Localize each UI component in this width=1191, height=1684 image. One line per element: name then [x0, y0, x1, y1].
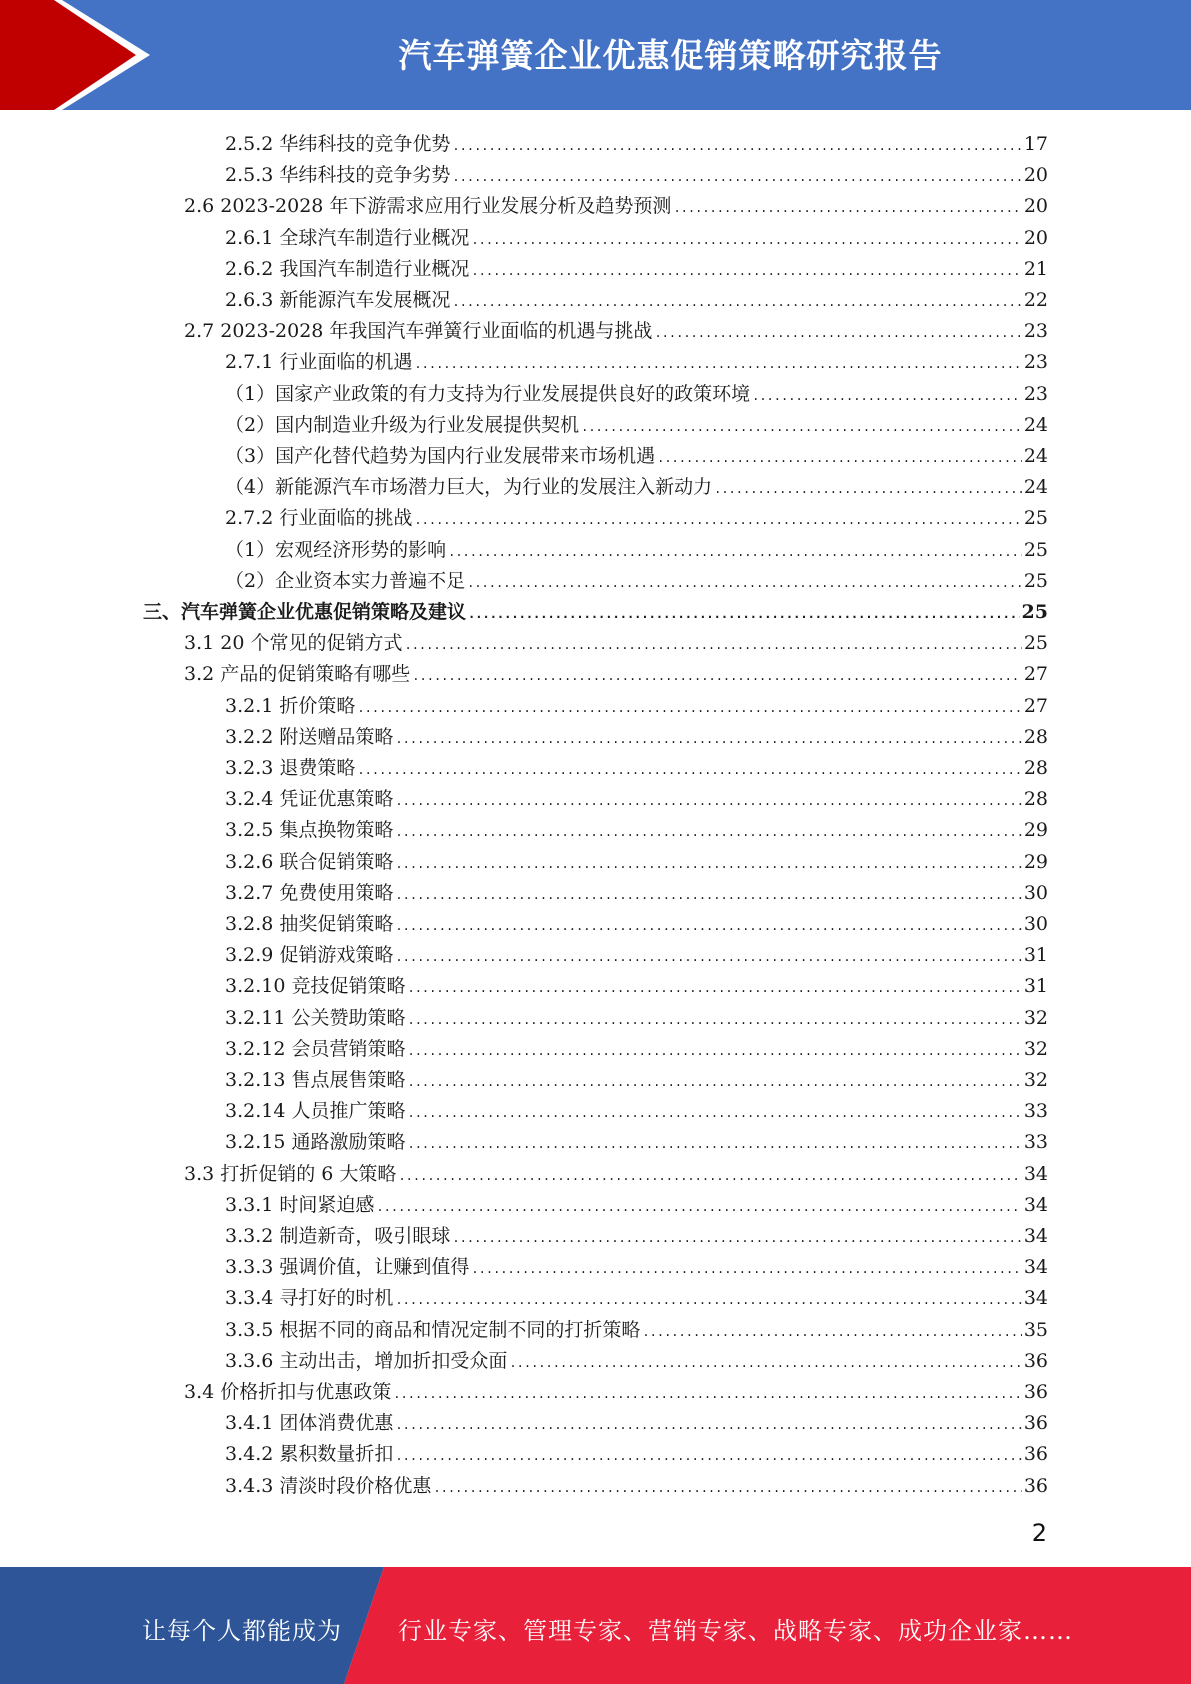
toc-entry[interactable]: [225, 1003, 1048, 1034]
toc-dot-leader: [395, 817, 1021, 848]
toc-entry-page: 34: [1023, 1287, 1048, 1310]
toc-entry-label: 3.2 产品的促销策略有哪些: [184, 663, 411, 686]
toc-entry[interactable]: [225, 472, 1048, 503]
toc-entry-page: 34: [1023, 1256, 1048, 1279]
toc-entry-page: 36: [1023, 1443, 1048, 1466]
toc-entry[interactable]: [225, 1096, 1048, 1127]
toc-entry-page: 20: [1023, 195, 1048, 218]
toc-entry-page: 23: [1023, 351, 1048, 374]
toc-entry[interactable]: [225, 784, 1048, 815]
toc-entry-page: 17: [1023, 133, 1048, 155]
toc-entry[interactable]: [225, 940, 1048, 971]
toc-entry[interactable]: [225, 878, 1048, 909]
toc-dot-leader: [654, 318, 1021, 349]
toc-entry-label: 3.3.6 主动出击，增加折扣受众面: [225, 1349, 508, 1372]
toc-entry[interactable]: [225, 847, 1048, 878]
toc-entry[interactable]: [225, 223, 1048, 254]
toc-dot-leader: [395, 849, 1021, 880]
toc-entry-label: （2）国内制造业升级为行业发展提供契机: [225, 413, 580, 436]
toc-entry[interactable]: [225, 971, 1048, 1002]
toc-entry[interactable]: [225, 347, 1048, 378]
toc-dot-leader: [581, 412, 1022, 443]
toc-entry[interactable]: [225, 1439, 1048, 1470]
toc-entry-label: 3.2.5 集点换物策略: [225, 819, 394, 842]
toc-entry[interactable]: [184, 628, 1048, 659]
toc-entry[interactable]: [143, 597, 1048, 628]
toc-entry-page: 27: [1023, 694, 1048, 717]
toc-entry-page: 36: [1023, 1412, 1048, 1435]
toc-entry-label: 3.3 打折促销的 6 大策略: [184, 1162, 397, 1185]
toc-entry-page: 21: [1023, 257, 1048, 280]
footer-slogan: 让每个人都能成为: [142, 1617, 342, 1645]
toc-dot-leader: [407, 1005, 1021, 1036]
toc-entry[interactable]: [225, 160, 1048, 191]
toc-entry-page: 20: [1023, 164, 1048, 187]
toc-entry[interactable]: [184, 659, 1048, 690]
toc-dot-leader: [657, 443, 1022, 474]
toc-entry-label: 2.7.2 行业面临的挑战: [225, 507, 413, 530]
toc-entry-page: 36: [1023, 1349, 1048, 1372]
toc-entry[interactable]: [225, 753, 1048, 784]
toc-entry[interactable]: [225, 254, 1048, 285]
toc-entry-page: 36: [1023, 1381, 1048, 1403]
toc-entry[interactable]: [225, 1252, 1048, 1283]
toc-entry-label: 3.2.6 联合促销策略: [225, 850, 394, 873]
toc-entry-label: 3.2.8 抽奖促销策略: [225, 913, 394, 935]
toc-entry-page: 28: [1023, 788, 1048, 811]
toc-entry[interactable]: [225, 1190, 1048, 1221]
toc-dot-leader: [404, 630, 1021, 661]
toc-entry[interactable]: [225, 566, 1048, 597]
toc-dot-leader: [467, 568, 1022, 599]
toc-entry[interactable]: [225, 1471, 1048, 1502]
toc-dot-leader: [357, 693, 1021, 724]
toc-dot-leader: [395, 786, 1021, 817]
toc-entry[interactable]: [225, 691, 1048, 722]
toc-dot-leader: [398, 1161, 1021, 1192]
toc-entry-label: 2.6 2023-2028 年下游需求应用行业发展分析及趋势预测: [184, 195, 672, 218]
toc-entry-label: （3）国产化替代趋势为国内行业发展带来市场机遇: [225, 445, 656, 467]
toc-entry-label: （2）企业资本实力普遍不足: [225, 569, 466, 592]
toc-entry-label: 3.3.2 制造新奇，吸引眼球: [225, 1225, 451, 1247]
toc-entry-label: 3.1 20 个常见的促销方式: [184, 632, 403, 655]
toc-entry-label: 3.2.7 免费使用策略: [225, 881, 394, 904]
toc-entry[interactable]: [225, 1221, 1048, 1252]
toc-entry[interactable]: [225, 503, 1048, 534]
toc-entry-label: 3.2.15 通路激励策略: [225, 1131, 406, 1154]
toc-entry-page: 32: [1023, 1069, 1048, 1091]
toc-entry-label: 2.7.1 行业面临的机遇: [225, 351, 413, 374]
toc-dot-leader: [395, 1410, 1021, 1441]
toc-dot-leader: [433, 1473, 1021, 1504]
page-number: 2: [1031, 1519, 1047, 1547]
toc-entry-label: 2.5.2 华纬科技的竞争优势: [225, 133, 451, 155]
toc-entry[interactable]: [225, 1065, 1048, 1096]
toc-entry-page: 33: [1023, 1100, 1048, 1123]
toc-entry[interactable]: [225, 410, 1048, 441]
toc-entry[interactable]: [225, 379, 1048, 410]
toc-dot-leader: [471, 225, 1021, 256]
toc-dot-leader: [471, 256, 1021, 287]
toc-entry-page: 27: [1023, 663, 1048, 686]
toc-entry[interactable]: [225, 1127, 1048, 1158]
toc-dot-leader: [714, 474, 1022, 505]
toc-entry-label: （1）宏观经济形势的影响: [225, 538, 447, 561]
toc-dot-leader: [414, 505, 1021, 536]
toc-dot-leader: [414, 349, 1021, 380]
toc-entry-page: 25: [1023, 507, 1048, 530]
toc-dot-leader: [407, 973, 1021, 1004]
toc-dot-leader: [642, 1317, 1021, 1348]
toc-entry-page: 34: [1023, 1162, 1048, 1185]
toc-entry[interactable]: [225, 909, 1048, 940]
toc-entry-page: 30: [1023, 913, 1048, 935]
toc-entry-page: 32: [1023, 1037, 1048, 1060]
toc-entry[interactable]: [225, 1346, 1048, 1377]
toc-entry-page: 25: [1023, 569, 1048, 592]
toc-entry-label: 3.3.3 强调价值，让赚到值得: [225, 1256, 470, 1279]
toc-entry[interactable]: [184, 316, 1048, 347]
toc-entry[interactable]: [225, 129, 1048, 160]
toc-entry-page: 24: [1023, 445, 1048, 467]
toc-entry-page: 34: [1023, 1193, 1048, 1216]
toc-entry-label: 3.2.3 退费策略: [225, 757, 356, 779]
toc-dot-leader: [452, 162, 1021, 193]
toc-dot-leader: [407, 1067, 1021, 1098]
toc-dot-leader: [395, 880, 1021, 911]
toc-dot-leader: [452, 131, 1021, 162]
toc-entry[interactable]: [225, 1034, 1048, 1065]
toc-entry[interactable]: [225, 815, 1048, 846]
toc-entry-label: 3.2.11 公关赞助策略: [225, 1006, 406, 1029]
footer-banner: [0, 1567, 1191, 1684]
toc-dot-leader: [673, 193, 1021, 224]
toc-entry[interactable]: [225, 1283, 1048, 1314]
toc-entry-label: 3.3.4 寻打好的时机: [225, 1287, 394, 1310]
toc-entry-page: 23: [1023, 382, 1048, 405]
toc-entry-label: 3.2.10 竞技促销策略: [225, 975, 406, 998]
toc-dot-leader: [357, 755, 1021, 786]
toc-entry-label: 3.2.13 售点展售策略: [225, 1069, 406, 1091]
toc-entry-label: 2.5.3 华纬科技的竞争劣势: [225, 164, 451, 187]
toc-entry-label: 3.2.12 会员营销策略: [225, 1037, 406, 1060]
toc-entry-label: 3.4.1 团体消费优惠: [225, 1412, 394, 1435]
toc-entry-page: 25: [1023, 538, 1048, 561]
toc-dot-leader: [407, 1129, 1021, 1160]
toc-entry-page: 22: [1023, 289, 1048, 311]
toc-entry[interactable]: [184, 1159, 1048, 1190]
toc-dot-leader: [393, 1379, 1022, 1410]
header-banner: [0, 0, 1191, 110]
toc-entry[interactable]: [184, 1377, 1048, 1408]
toc-entry-page: 29: [1023, 850, 1048, 873]
toc-entry-label: 2.7 2023-2028 年我国汽车弹簧行业面临的机遇与挑战: [184, 320, 653, 343]
toc-entry[interactable]: [225, 441, 1048, 472]
toc-entry[interactable]: [225, 722, 1048, 753]
toc-entry-page: 24: [1023, 476, 1048, 499]
toc-entry-page: 36: [1023, 1474, 1048, 1497]
toc-entry-label: 3.2.2 附送赠品策略: [225, 725, 394, 748]
toc-dot-leader: [752, 381, 1022, 412]
toc-dot-leader: [407, 1036, 1021, 1067]
toc-entry-page: 20: [1023, 226, 1048, 249]
toc-entry-label: 3.2.9 促销游戏策略: [225, 944, 394, 967]
toc-dot-leader: [412, 661, 1022, 692]
toc-entry-label: 3.4.2 累积数量折扣: [225, 1443, 394, 1466]
toc-dot-leader: [395, 942, 1021, 973]
toc-entry[interactable]: [225, 1315, 1048, 1346]
toc-entry-page: 25: [1021, 601, 1048, 623]
toc-dot-leader: [509, 1348, 1021, 1379]
toc-dot-leader: [395, 724, 1021, 755]
toc-entry-label: 2.6.1 全球汽车制造行业概况: [225, 226, 470, 249]
toc-entry-label: 2.6.3 新能源汽车发展概况: [225, 289, 451, 311]
toc-entry-page: 25: [1023, 632, 1048, 655]
toc-dot-leader: [452, 287, 1021, 318]
toc-dot-leader: [395, 1285, 1021, 1316]
toc-entry-label: （1）国家产业政策的有力支持为行业发展提供良好的政策环境: [225, 382, 751, 405]
toc-entry-page: 35: [1023, 1318, 1048, 1341]
toc-dot-leader: [448, 537, 1022, 568]
toc-entry[interactable]: [225, 285, 1048, 316]
toc-entry-label: 三、汽车弹簧企业优惠促销策略及建议: [143, 601, 467, 623]
toc-entry[interactable]: [225, 1408, 1048, 1439]
toc-entry-label: 3.4 价格折扣与优惠政策: [184, 1381, 392, 1403]
footer-roles: 行业专家、管理专家、营销专家、战略专家、成功企业家……: [398, 1617, 1073, 1645]
toc-entry-label: 3.2.14 人员推广策略: [225, 1100, 406, 1123]
toc-entry-label: 2.6.2 我国汽车制造行业概况: [225, 257, 470, 280]
toc-entry-label: 3.3.1 时间紧迫感: [225, 1193, 375, 1216]
toc-dot-leader: [395, 1441, 1021, 1472]
toc-entry-page: 30: [1023, 881, 1048, 904]
toc-entry-label: 3.2.1 折价策略: [225, 694, 356, 717]
toc-entry-page: 34: [1023, 1225, 1048, 1247]
toc-entry-page: 24: [1023, 413, 1048, 436]
toc-dot-leader: [468, 599, 1020, 630]
toc-entry-label: 3.4.3 清淡时段价格优惠: [225, 1474, 432, 1497]
toc-entry-page: 32: [1023, 1006, 1048, 1029]
toc-entry-label: 3.2.4 凭证优惠策略: [225, 788, 394, 811]
toc-entry-label: 3.3.5 根据不同的商品和情况定制不同的打折策略: [225, 1318, 641, 1341]
toc-entry[interactable]: [184, 191, 1048, 222]
toc-dot-leader: [407, 1098, 1021, 1129]
toc-entry-page: 31: [1023, 975, 1048, 998]
toc-dot-leader: [395, 911, 1021, 942]
toc-entry-page: 33: [1023, 1131, 1048, 1154]
toc-entry-page: 28: [1023, 725, 1048, 748]
toc-entry-page: 28: [1023, 757, 1048, 779]
document-title: 汽车弹簧企业优惠促销策略研究报告: [398, 36, 943, 75]
toc-dot-leader: [471, 1254, 1021, 1285]
toc-dot-leader: [452, 1223, 1021, 1254]
toc-entry-page: 23: [1023, 320, 1048, 343]
toc-dot-leader: [376, 1192, 1021, 1223]
toc-entry-page: 31: [1023, 944, 1048, 967]
toc-entry-page: 29: [1023, 819, 1048, 842]
toc-entry[interactable]: [225, 535, 1048, 566]
toc-entry-label: （4）新能源汽车市场潜力巨大，为行业的发展注入新动力: [225, 476, 713, 499]
